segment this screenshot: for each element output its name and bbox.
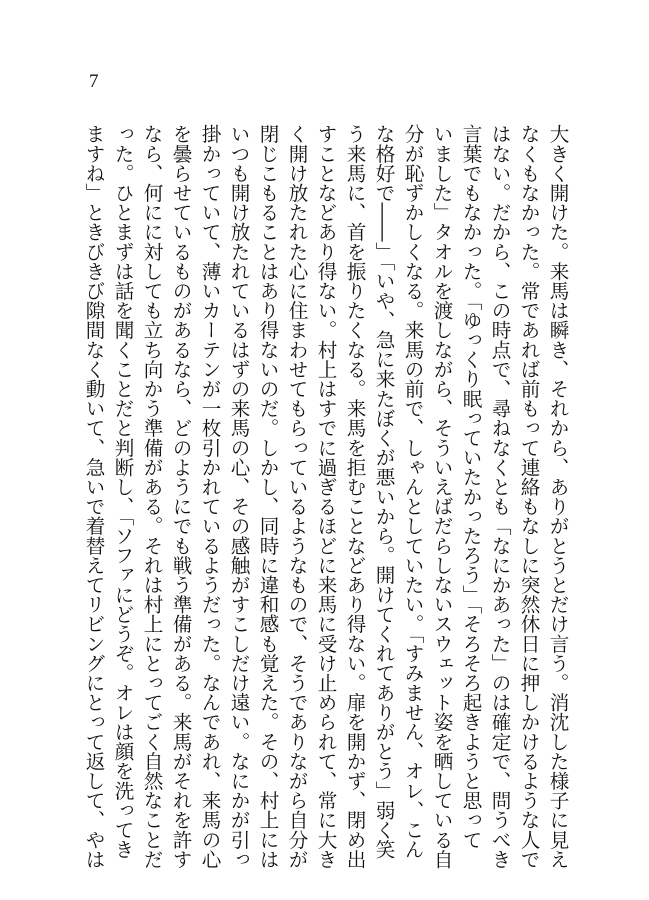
text-line: な格好で――」「いや、急に来たぼくが悪いから。開けてくれてありがとう」弱く笑 (372, 124, 395, 859)
text-line: く開け放たれた心に住まわせてもらっているようなもので、そうでありながら自分が (285, 124, 308, 869)
text-line: ますね」ときびきび隙間なく動いて、急いで着替えてリビングにとって返して、やは (82, 124, 105, 869)
text-line: 分が恥ずかしくなる。来馬の前で、しゃんとしていたい。「すみません、オレ、こん (401, 124, 424, 859)
text-line: すことなどあり得ない。村上はすでに過ぎるほどに来馬に受け止められて、常に大き (314, 124, 337, 869)
text-line: 言葉でもなかった。「ゆっくり眠っていたかったろう」「そろそろ起きようと思って (459, 124, 482, 850)
body-text (82, 124, 571, 869)
text-line: を曇らせているものがあるなら、どのようにでも戦う準備がある。来馬がそれを許す (169, 124, 192, 869)
text-line: なら、何にに対しても立ち向かう準備がある。それは村上にとってごく自然なことだ (140, 124, 163, 869)
text-line: う来馬に、首を振りたくなる。来馬を拒むことなどあり得ない。扉を開かず、閉め出 (343, 124, 366, 869)
text-line: いました」タオルを渡しながら、そういえばだらしないスウェット姿を晒している自 (430, 124, 453, 869)
text-line: 閉じこもることはあり得ないのだ。しかし、同時に違和感も覚えた。その、村上には (256, 124, 279, 869)
text-line: 大きく開けた。来馬は瞬き、それから、ありがとうとだけ言う。消沈した様子に見え (546, 124, 569, 869)
page-number: 7 (89, 71, 99, 92)
text-line: った。ひとまずは話を聞くことだと判断し、「ソファにどうぞ。オレは顔を洗ってき (111, 124, 134, 859)
text-line: なくもなかった。常であれば前もって連絡もなしに突然休日に押しかけるような人で (517, 124, 540, 869)
text-line: 掛かっていて、薄いカーテンが一枚引かれているようだった。なんであれ、来馬の心 (198, 124, 221, 869)
text-line: いつも開け放たれているはずの来馬の心、その感触がすこしだけ遠い。なにかが引っ (227, 124, 250, 869)
text-line: はない。だから、この時点で、尋ねなくとも「なにかあった」のは確定で、問うべき (488, 124, 511, 869)
